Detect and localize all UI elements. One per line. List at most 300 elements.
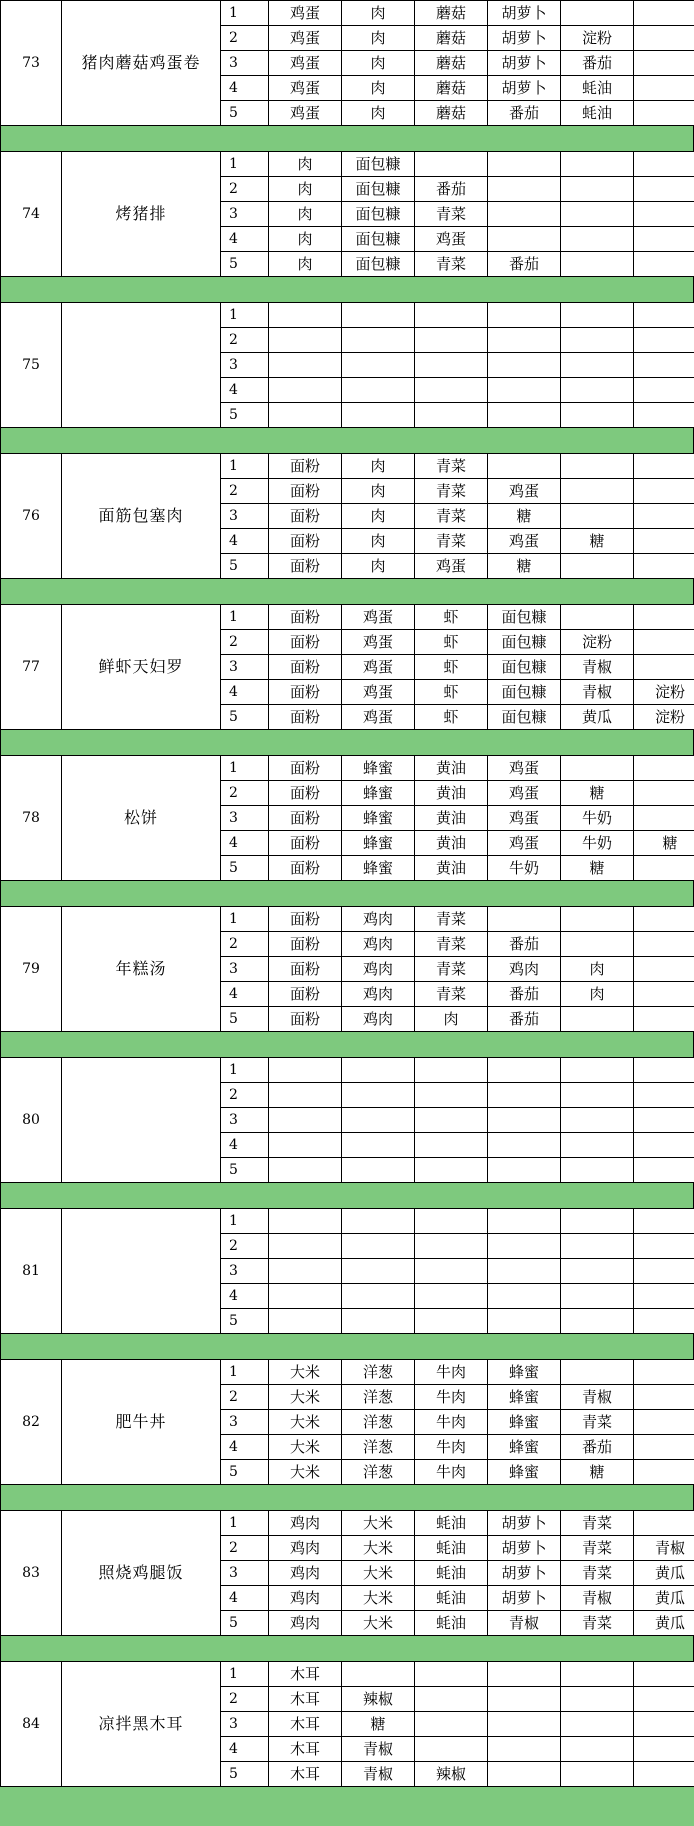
ingredient-cell [561, 1, 634, 26]
variant-row [1, 1360, 694, 1385]
ingredient-cell: 黄油 [415, 806, 488, 831]
ingredient-cell [488, 1712, 561, 1737]
ingredient-cell: 番茄 [415, 177, 488, 202]
ingredient-cell: 淀粉 [634, 705, 694, 730]
variant-index: 2 [221, 177, 269, 202]
recipe-table [0, 1510, 694, 1636]
dish-name: 烤猪排 [62, 152, 221, 277]
ingredient-cell: 洋葱 [342, 1385, 415, 1410]
recipe-block [0, 151, 694, 277]
variant-index: 5 [221, 1611, 269, 1636]
ingredient-cell [561, 378, 634, 403]
ingredient-cell: 大米 [342, 1611, 415, 1636]
variant-index: 1 [221, 605, 269, 630]
ingredient-cell [269, 1083, 342, 1108]
ingredient-cell: 鸡蛋 [269, 101, 342, 126]
variant-index: 4 [221, 76, 269, 101]
ingredient-cell: 糖 [342, 1712, 415, 1737]
variant-index: 3 [221, 1259, 269, 1284]
ingredient-cell: 鸡蛋 [488, 806, 561, 831]
variant-row [1, 454, 694, 479]
recipe-block [0, 604, 694, 730]
ingredient-cell: 鸡肉 [269, 1611, 342, 1636]
recipe-number: 84 [1, 1662, 62, 1787]
ingredient-cell: 面粉 [269, 680, 342, 705]
ingredient-cell: 胡萝卜 [488, 1536, 561, 1561]
recipe-block [0, 453, 694, 579]
ingredient-cell: 鸡蛋 [342, 705, 415, 730]
ingredient-cell [488, 1284, 561, 1309]
ingredient-cell [561, 1712, 634, 1737]
ingredient-cell: 蘑菇 [415, 1, 488, 26]
recipe-number: 82 [1, 1360, 62, 1485]
ingredient-cell: 面粉 [269, 982, 342, 1007]
variant-index: 4 [221, 680, 269, 705]
ingredient-cell [634, 1209, 694, 1234]
ingredient-cell: 蜂蜜 [342, 806, 415, 831]
ingredient-cell [269, 303, 342, 328]
ingredient-cell [342, 328, 415, 353]
ingredient-cell: 青菜 [561, 1561, 634, 1586]
variant-index: 2 [221, 1083, 269, 1108]
ingredient-cell: 鸡肉 [269, 1511, 342, 1536]
ingredient-cell [342, 1133, 415, 1158]
ingredient-cell: 番茄 [488, 1007, 561, 1032]
ingredient-cell: 蚝油 [415, 1611, 488, 1636]
ingredient-cell [634, 202, 694, 227]
ingredient-cell [415, 1259, 488, 1284]
ingredient-cell: 大米 [269, 1410, 342, 1435]
variant-index: 5 [221, 1460, 269, 1485]
ingredient-cell [269, 1209, 342, 1234]
ingredient-cell [415, 1058, 488, 1083]
ingredient-cell: 青椒 [561, 1586, 634, 1611]
ingredient-cell [342, 353, 415, 378]
ingredient-cell [634, 1737, 694, 1762]
ingredient-cell: 蘑菇 [415, 51, 488, 76]
variant-row [1, 1, 694, 26]
variant-index: 5 [221, 1007, 269, 1032]
recipe-table [0, 1208, 694, 1334]
ingredient-cell [634, 1, 694, 26]
variant-index: 3 [221, 1712, 269, 1737]
ingredient-cell [634, 1158, 694, 1183]
variant-row [1, 1058, 694, 1083]
ingredient-cell: 黄油 [415, 831, 488, 856]
recipe-table [0, 151, 694, 277]
ingredient-cell: 面粉 [269, 454, 342, 479]
variant-row [1, 1511, 694, 1536]
ingredient-cell [561, 252, 634, 277]
ingredient-cell: 蚝油 [561, 101, 634, 126]
dish-name: 鲜虾天妇罗 [62, 605, 221, 730]
dish-name: 面筋包塞肉 [62, 454, 221, 579]
ingredient-cell [634, 957, 694, 982]
ingredient-cell: 鸡蛋 [488, 756, 561, 781]
variant-index: 2 [221, 932, 269, 957]
ingredient-cell [634, 932, 694, 957]
ingredient-cell: 鸡蛋 [342, 605, 415, 630]
ingredient-cell: 青菜 [415, 479, 488, 504]
ingredient-cell: 辣椒 [415, 1762, 488, 1787]
ingredient-cell [634, 152, 694, 177]
ingredient-cell [561, 1259, 634, 1284]
ingredient-cell: 面粉 [269, 529, 342, 554]
variant-index: 3 [221, 1108, 269, 1133]
ingredient-cell [488, 1309, 561, 1334]
dish-name [62, 303, 221, 428]
ingredient-cell: 面粉 [269, 504, 342, 529]
ingredient-cell [561, 1209, 634, 1234]
ingredient-cell: 肉 [269, 227, 342, 252]
ingredient-cell: 青菜 [415, 252, 488, 277]
separator-band [0, 1334, 694, 1359]
variant-index: 3 [221, 51, 269, 76]
ingredient-cell [634, 504, 694, 529]
recipe-block [0, 755, 694, 881]
ingredient-cell: 蚝油 [415, 1536, 488, 1561]
ingredient-cell [415, 328, 488, 353]
ingredient-cell: 面粉 [269, 831, 342, 856]
recipe-block [0, 0, 694, 126]
ingredient-cell: 番茄 [488, 932, 561, 957]
variant-index: 2 [221, 479, 269, 504]
ingredient-cell: 大米 [269, 1360, 342, 1385]
dish-name: 猪肉蘑菇鸡蛋卷 [62, 1, 221, 126]
ingredient-cell [488, 1234, 561, 1259]
ingredient-cell [488, 177, 561, 202]
recipe-table [0, 1661, 694, 1787]
ingredient-cell: 番茄 [561, 1435, 634, 1460]
variant-index: 5 [221, 705, 269, 730]
separator-band [0, 1485, 694, 1510]
ingredient-cell: 辣椒 [342, 1687, 415, 1712]
variant-row [1, 1209, 694, 1234]
ingredient-cell [561, 353, 634, 378]
ingredient-cell: 面包糠 [488, 655, 561, 680]
ingredient-cell [561, 403, 634, 428]
ingredient-cell: 青椒 [342, 1737, 415, 1762]
ingredient-cell: 面粉 [269, 756, 342, 781]
recipe-table [0, 906, 694, 1032]
ingredient-cell [415, 152, 488, 177]
ingredient-cell: 面包糠 [342, 202, 415, 227]
ingredient-cell [488, 1158, 561, 1183]
recipe-block [0, 1510, 694, 1636]
ingredient-cell: 蜂蜜 [342, 781, 415, 806]
ingredient-cell [634, 252, 694, 277]
ingredient-cell: 青椒 [561, 680, 634, 705]
ingredient-cell [634, 1360, 694, 1385]
ingredient-cell: 面包糠 [488, 705, 561, 730]
ingredient-cell [415, 1108, 488, 1133]
ingredient-cell [488, 1662, 561, 1687]
ingredient-cell: 鸡肉 [488, 957, 561, 982]
ingredient-cell: 黄瓜 [634, 1611, 694, 1636]
ingredient-cell: 虾 [415, 680, 488, 705]
separator-band [0, 1183, 694, 1208]
variant-row [1, 1662, 694, 1687]
ingredient-cell: 面包糠 [488, 630, 561, 655]
ingredient-cell: 鸡蛋 [415, 554, 488, 579]
ingredient-cell: 面包糠 [488, 605, 561, 630]
ingredient-cell [342, 1234, 415, 1259]
ingredient-cell [269, 1158, 342, 1183]
ingredient-cell [415, 1309, 488, 1334]
ingredient-cell [488, 1687, 561, 1712]
ingredient-cell: 黄瓜 [561, 705, 634, 730]
ingredient-cell [415, 1737, 488, 1762]
ingredient-cell: 鸡蛋 [488, 529, 561, 554]
variant-index: 1 [221, 454, 269, 479]
ingredient-cell: 青菜 [415, 202, 488, 227]
ingredient-cell: 鸡蛋 [342, 630, 415, 655]
ingredient-cell [634, 101, 694, 126]
ingredient-cell: 鸡肉 [269, 1586, 342, 1611]
ingredient-cell [634, 1007, 694, 1032]
ingredient-cell [561, 1133, 634, 1158]
variant-index: 5 [221, 1762, 269, 1787]
variant-index: 4 [221, 1586, 269, 1611]
variant-index: 4 [221, 1133, 269, 1158]
ingredient-cell [269, 328, 342, 353]
ingredient-cell: 大米 [269, 1385, 342, 1410]
ingredient-cell: 青菜 [415, 932, 488, 957]
ingredient-cell: 鸡蛋 [342, 655, 415, 680]
variant-index: 4 [221, 1737, 269, 1762]
ingredient-cell [488, 1209, 561, 1234]
ingredient-cell: 青菜 [415, 982, 488, 1007]
variant-row [1, 152, 694, 177]
variant-index: 1 [221, 1, 269, 26]
recipe-number: 76 [1, 454, 62, 579]
separator-band [0, 730, 694, 755]
variant-index: 1 [221, 907, 269, 932]
ingredient-cell: 面粉 [269, 554, 342, 579]
ingredient-cell: 虾 [415, 655, 488, 680]
ingredient-cell [634, 403, 694, 428]
ingredient-cell: 面粉 [269, 705, 342, 730]
variant-index: 4 [221, 227, 269, 252]
ingredient-cell [634, 781, 694, 806]
recipe-block [0, 1359, 694, 1485]
ingredient-cell [634, 454, 694, 479]
ingredient-cell: 面粉 [269, 907, 342, 932]
ingredient-cell: 鸡蛋 [415, 227, 488, 252]
ingredient-cell: 青椒 [561, 1385, 634, 1410]
ingredient-cell [488, 1737, 561, 1762]
ingredient-cell [269, 378, 342, 403]
separator-band [0, 428, 694, 453]
ingredient-cell: 青椒 [561, 655, 634, 680]
ingredient-cell [342, 1284, 415, 1309]
recipe-table [0, 0, 694, 126]
ingredient-cell: 大米 [342, 1511, 415, 1536]
ingredient-cell [269, 403, 342, 428]
recipe-number: 73 [1, 1, 62, 126]
ingredient-cell [561, 1108, 634, 1133]
ingredient-cell [415, 303, 488, 328]
recipe-table [0, 1359, 694, 1485]
ingredient-cell [561, 907, 634, 932]
ingredient-cell [342, 303, 415, 328]
variant-index: 2 [221, 1234, 269, 1259]
ingredient-cell [488, 1058, 561, 1083]
ingredient-cell [561, 202, 634, 227]
variant-index: 2 [221, 1536, 269, 1561]
ingredient-cell [634, 1385, 694, 1410]
ingredient-cell [634, 529, 694, 554]
recipe-number: 78 [1, 756, 62, 881]
variant-index: 1 [221, 1209, 269, 1234]
variant-index: 1 [221, 152, 269, 177]
recipe-block [0, 906, 694, 1032]
ingredient-cell: 面包糠 [342, 252, 415, 277]
ingredient-cell [634, 303, 694, 328]
ingredient-cell: 肉 [342, 26, 415, 51]
ingredient-cell: 蜂蜜 [342, 756, 415, 781]
variant-index: 3 [221, 1410, 269, 1435]
ingredient-cell [634, 982, 694, 1007]
ingredient-cell: 鸡蛋 [269, 51, 342, 76]
ingredient-cell [561, 303, 634, 328]
ingredient-cell: 面粉 [269, 806, 342, 831]
ingredient-cell: 肉 [342, 1, 415, 26]
ingredient-cell [634, 1309, 694, 1334]
variant-index: 2 [221, 1385, 269, 1410]
ingredient-cell: 洋葱 [342, 1410, 415, 1435]
recipe-table [0, 302, 694, 428]
ingredient-cell [634, 1284, 694, 1309]
recipe-number: 75 [1, 303, 62, 428]
ingredient-cell [561, 554, 634, 579]
ingredient-cell: 面包糠 [488, 680, 561, 705]
ingredient-cell [561, 1309, 634, 1334]
ingredient-cell [488, 1083, 561, 1108]
ingredient-cell [634, 554, 694, 579]
ingredient-cell [634, 51, 694, 76]
ingredient-cell [488, 1108, 561, 1133]
ingredient-cell [269, 1259, 342, 1284]
ingredient-cell [415, 1083, 488, 1108]
ingredient-cell [488, 227, 561, 252]
ingredient-cell [634, 1108, 694, 1133]
ingredient-cell: 肉 [561, 957, 634, 982]
recipe-number: 83 [1, 1511, 62, 1636]
ingredient-cell: 大米 [269, 1460, 342, 1485]
ingredient-cell: 番茄 [561, 51, 634, 76]
ingredient-cell: 鸡蛋 [269, 1, 342, 26]
ingredient-cell [561, 1662, 634, 1687]
ingredient-cell: 糖 [488, 554, 561, 579]
ingredient-cell [415, 1687, 488, 1712]
ingredient-cell [634, 1435, 694, 1460]
dish-name: 松饼 [62, 756, 221, 881]
ingredient-cell [488, 303, 561, 328]
ingredient-cell: 肉 [415, 1007, 488, 1032]
separator-band [0, 881, 694, 906]
ingredient-cell [634, 1687, 694, 1712]
ingredient-cell [634, 1058, 694, 1083]
variant-index: 1 [221, 1360, 269, 1385]
ingredient-cell [634, 1712, 694, 1737]
ingredient-cell: 肉 [269, 202, 342, 227]
variant-index: 4 [221, 831, 269, 856]
ingredient-cell [269, 1058, 342, 1083]
ingredient-cell: 大米 [342, 1586, 415, 1611]
ingredient-cell: 大米 [342, 1561, 415, 1586]
ingredient-cell: 牛奶 [561, 806, 634, 831]
ingredient-cell [488, 202, 561, 227]
ingredient-cell [634, 1460, 694, 1485]
ingredient-cell [634, 353, 694, 378]
variant-index: 3 [221, 504, 269, 529]
ingredient-cell: 肉 [342, 51, 415, 76]
ingredient-cell: 蜂蜜 [488, 1385, 561, 1410]
ingredient-cell [634, 655, 694, 680]
ingredient-cell: 面包糠 [342, 227, 415, 252]
dish-name [62, 1058, 221, 1183]
separator-band [0, 126, 694, 151]
ingredient-cell [269, 1108, 342, 1133]
variant-index: 1 [221, 303, 269, 328]
ingredient-cell [561, 454, 634, 479]
ingredient-cell [634, 907, 694, 932]
ingredient-cell: 鸡肉 [342, 982, 415, 1007]
ingredient-cell: 鸡肉 [342, 907, 415, 932]
dish-name: 年糕汤 [62, 907, 221, 1032]
ingredient-cell: 青菜 [415, 454, 488, 479]
ingredient-cell [561, 1284, 634, 1309]
ingredient-cell [634, 76, 694, 101]
ingredient-cell [561, 177, 634, 202]
ingredient-cell: 面粉 [269, 479, 342, 504]
ingredient-cell: 木耳 [269, 1662, 342, 1687]
ingredient-cell: 青菜 [415, 957, 488, 982]
ingredient-cell: 肉 [342, 101, 415, 126]
ingredient-cell [561, 605, 634, 630]
ingredient-cell [561, 1360, 634, 1385]
variant-index: 1 [221, 756, 269, 781]
ingredient-cell: 淀粉 [561, 26, 634, 51]
ingredient-cell: 糖 [561, 529, 634, 554]
ingredient-cell [415, 1158, 488, 1183]
recipe-table [0, 755, 694, 881]
variant-index: 3 [221, 655, 269, 680]
variant-index: 4 [221, 378, 269, 403]
ingredient-cell: 木耳 [269, 1687, 342, 1712]
ingredient-cell: 胡萝卜 [488, 26, 561, 51]
ingredient-cell: 番茄 [488, 101, 561, 126]
ingredient-cell: 青椒 [634, 1536, 694, 1561]
ingredient-cell: 鸡肉 [342, 957, 415, 982]
ingredient-cell [269, 1284, 342, 1309]
ingredient-cell [561, 504, 634, 529]
variant-index: 2 [221, 328, 269, 353]
ingredient-cell [488, 328, 561, 353]
ingredient-cell: 蜂蜜 [488, 1435, 561, 1460]
ingredient-cell: 蚝油 [415, 1586, 488, 1611]
variant-index: 1 [221, 1662, 269, 1687]
ingredient-cell: 番茄 [488, 252, 561, 277]
ingredient-cell: 肉 [342, 504, 415, 529]
variant-row [1, 756, 694, 781]
dish-name: 照烧鸡腿饭 [62, 1511, 221, 1636]
ingredient-cell: 蜂蜜 [488, 1360, 561, 1385]
ingredient-cell [488, 152, 561, 177]
ingredient-cell [634, 756, 694, 781]
ingredient-cell [561, 932, 634, 957]
